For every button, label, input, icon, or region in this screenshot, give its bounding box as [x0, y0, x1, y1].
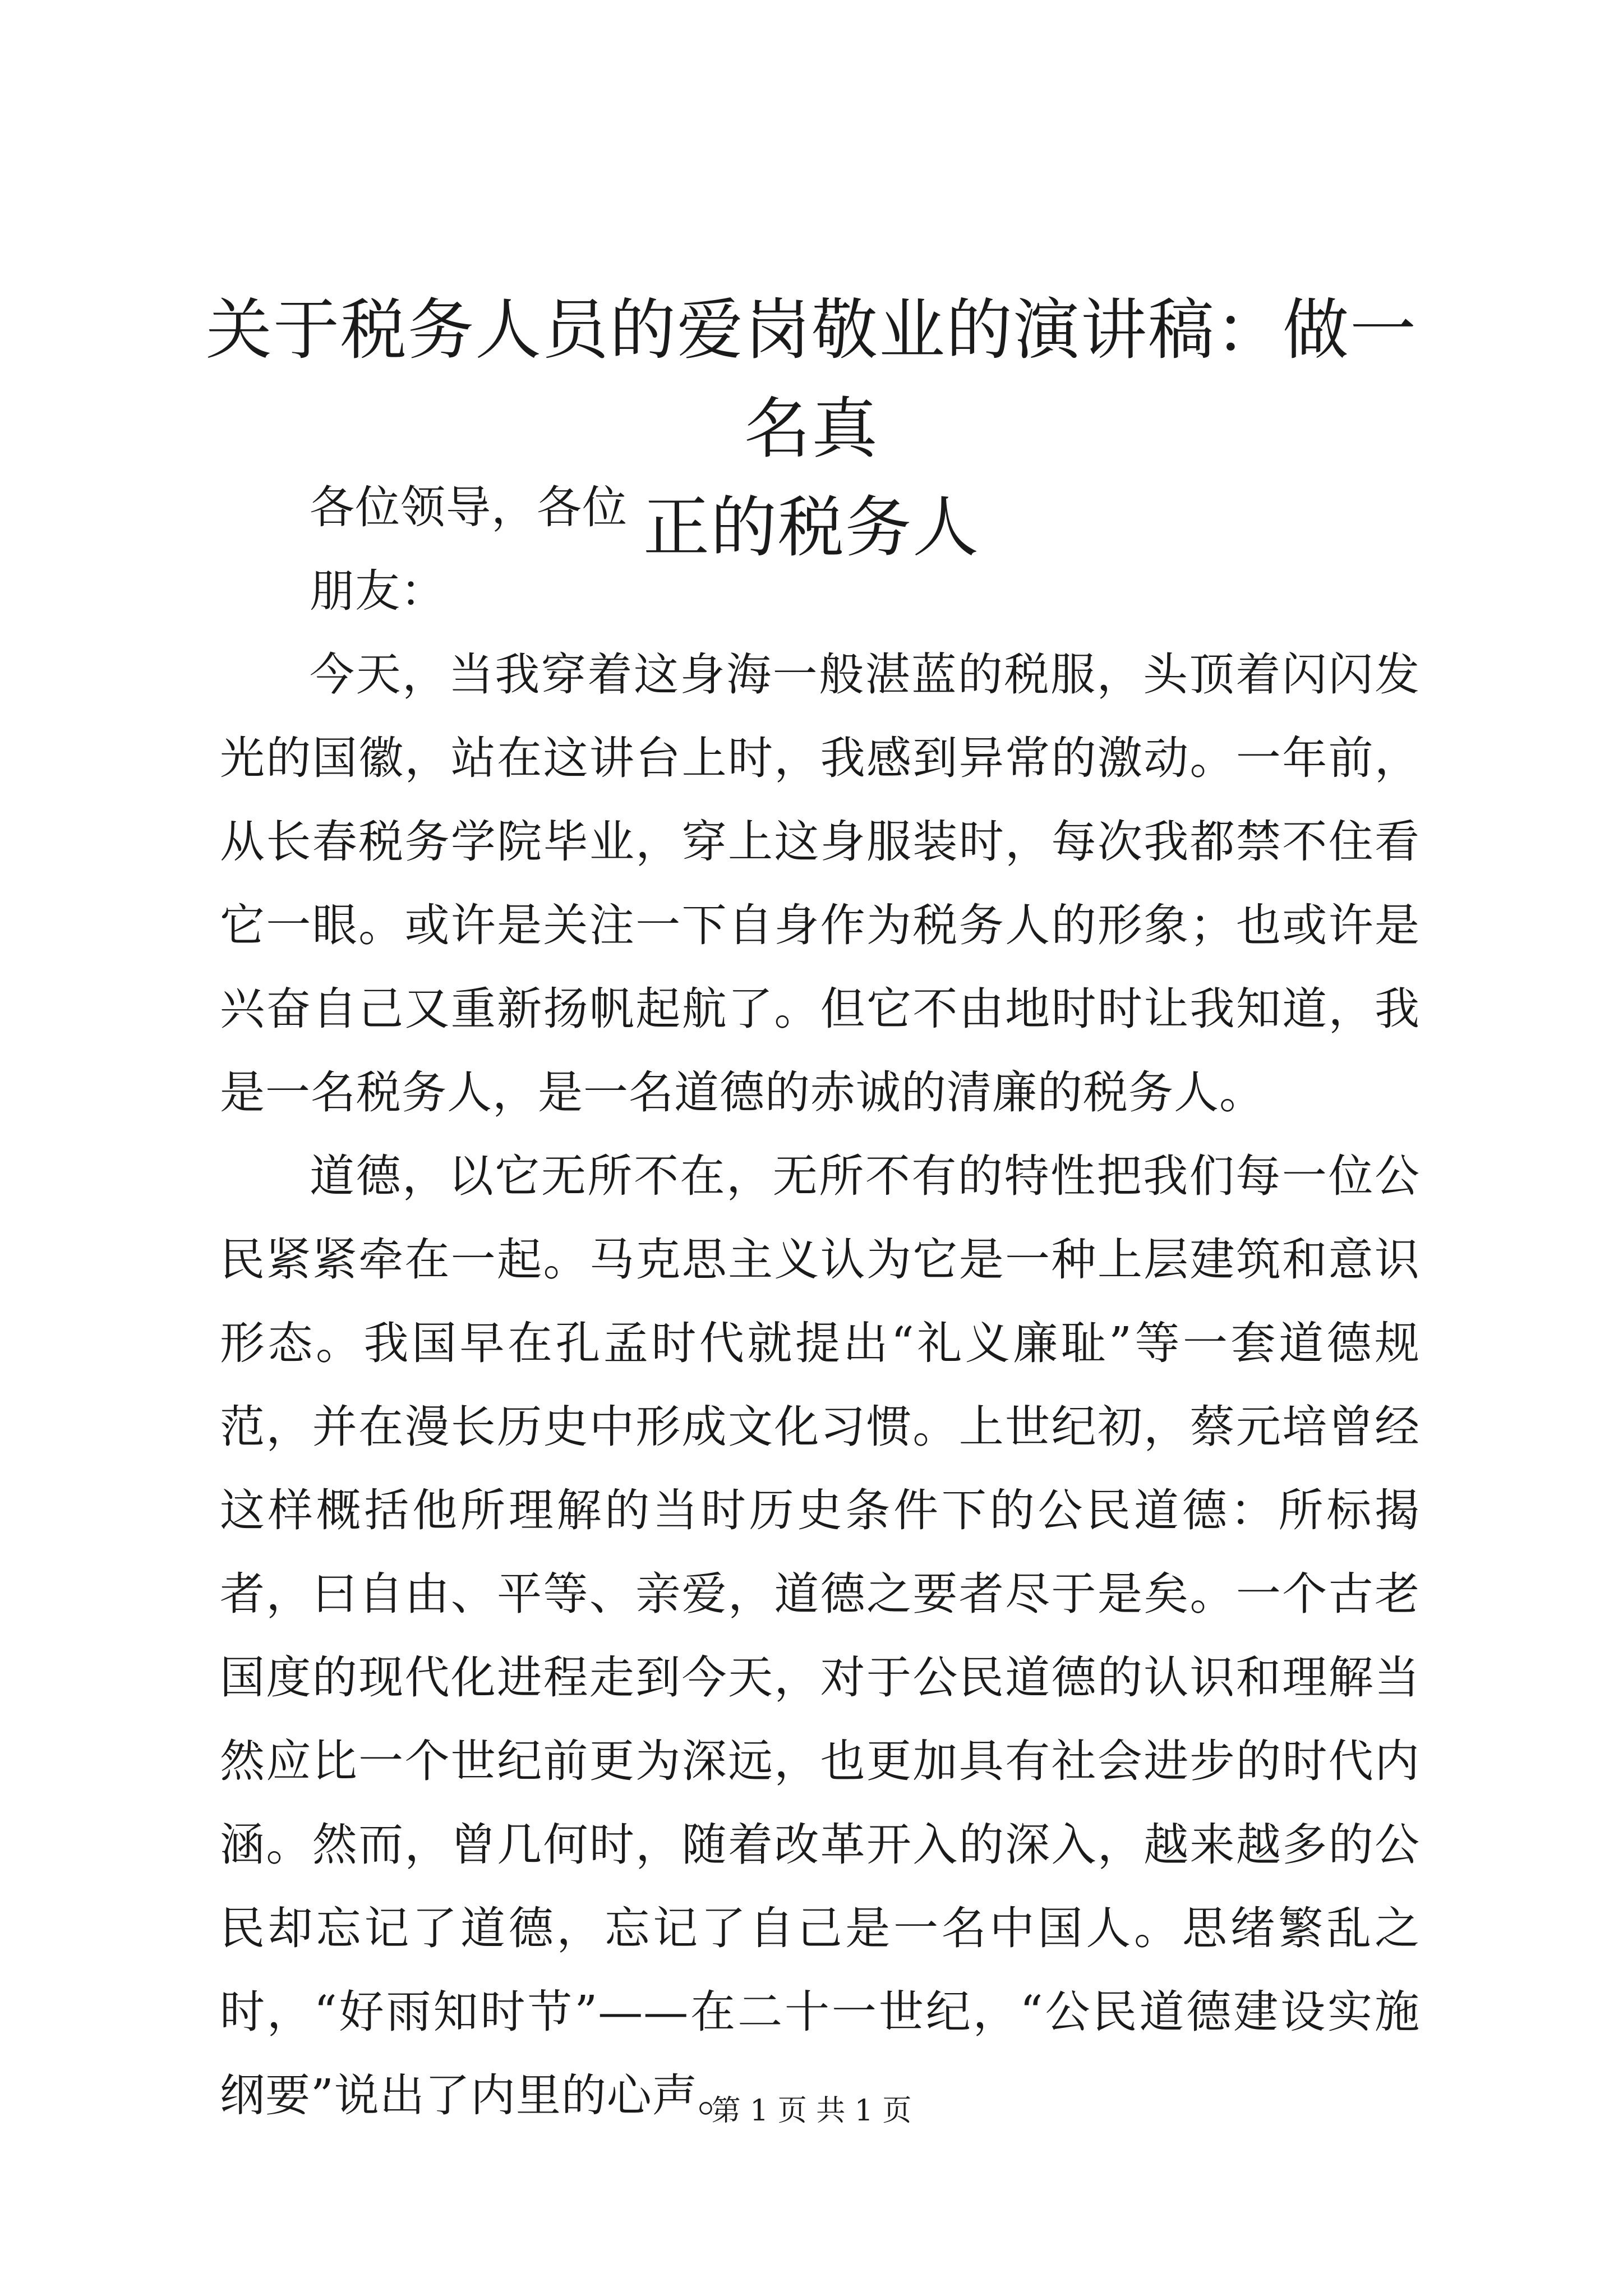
- title-line-1: 关于税务人员的爱岗敬业的演讲稿：做一名真: [205, 291, 1417, 467]
- page-footer: 第 1 页 共 1 页: [711, 2094, 912, 2128]
- document-body: [220, 466, 1420, 2137]
- salutation-line-2: 朋友：: [310, 565, 446, 617]
- paragraph-1: 今天，当我穿着这身海一般湛蓝的税服，头顶着闪闪发光的国徽，站在这讲台上时，我感到异常的激动。一年前，从长春税务学院毕业，穿上这身服装时，每次我都禁不住看它一眼。或许是关注一下自身作为税务人的形象；也或许是兴奋自己又重新扬帆起航了。但它不由地时时让我知道，我是一名税务人，是一名道德的赤诚的清廉的税务人。: [220, 648, 1420, 1119]
- title-line-2: 正的税务人: [643, 489, 980, 566]
- salutation-line-1: 各位领导，各位: [310, 481, 628, 533]
- paragraph-2: 道德，以它无所不在，无所不有的特性把我们每一位公民紧紧牵在一起。马克思主义认为它是一种上层建筑和意识形态。我国早在孔孟时代就提出“礼义廉耻”等一套道德规范，并在漫长历史中形成文化习惯。上世纪初，蔡元培曾经这样概括他所理解的当时历史条件下的公民道德：所标揭者，曰自由、平等、亲爱，道德之要者尽于是矣。一个古老国度的现代化进程走到今天，对于公民道德的认识和理解当然应比一个世纪前更为深远，也更加具有社会进步的时代内涵。然而，曾几何时，随着改革开入的深入，越来越多的公民却忘记了道德，忘记了自己是一名中国人。思绪繁乱之时，“好雨知时节”——在二十一世纪，“公民道德建设实施纲要”说出了内里的心声。: [220, 1150, 1420, 2122]
